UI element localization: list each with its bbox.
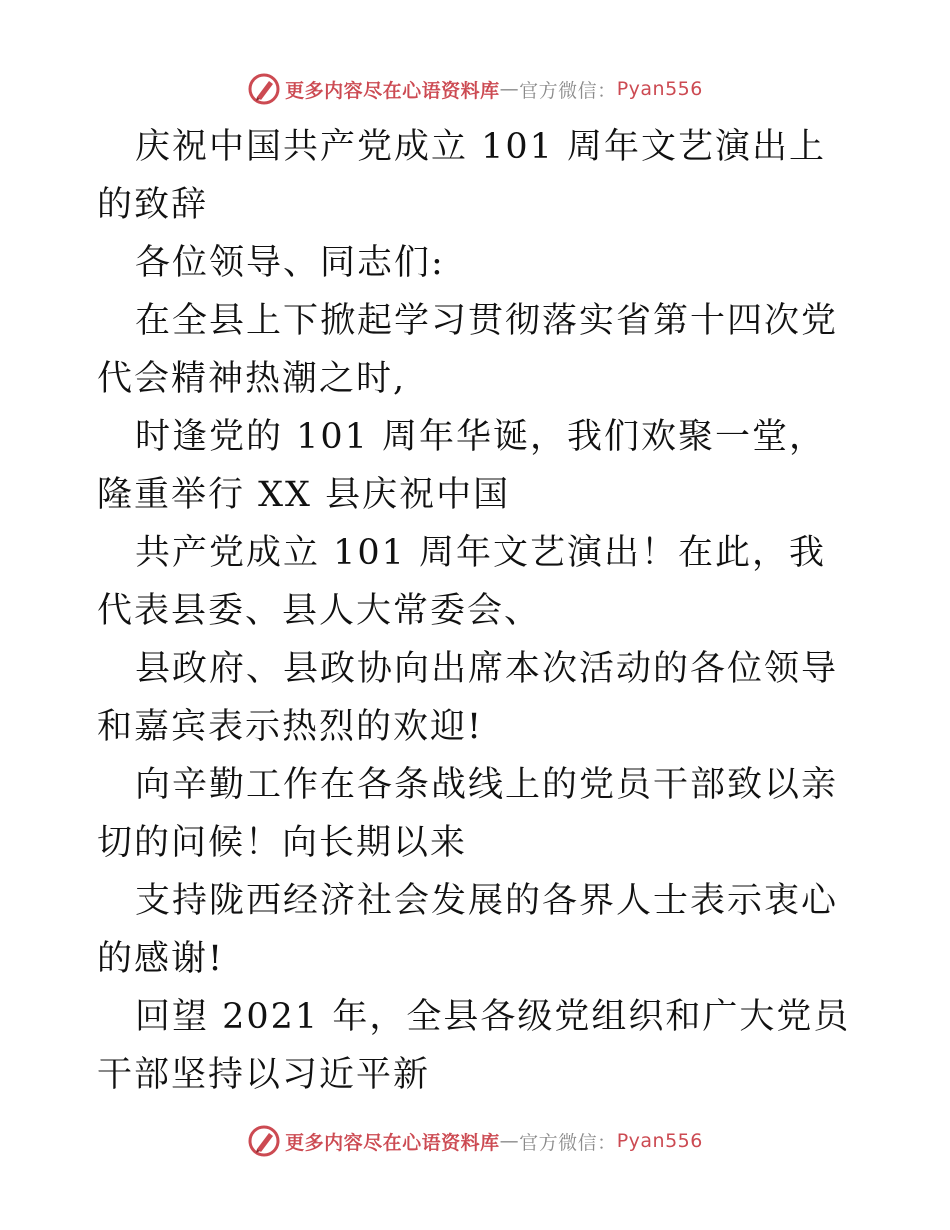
banner-dash: — (499, 78, 520, 100)
paragraph: 回望 2021 年，全县各级党组织和广大党员干部坚持以习近平新 (97, 997, 851, 1095)
banner-label: 官方微信： (519, 1131, 617, 1154)
banner-main-text: 更多内容尽在心语资料库 (285, 1131, 500, 1154)
header-watermark-banner (0, 72, 950, 106)
footer-watermark-banner (0, 1124, 950, 1158)
paragraph: 共产党成立 101 周年文艺演出！在此，我代表县委、县人大常委会、 (97, 533, 827, 631)
paragraph: 向辛勤工作在各条战线上的党员干部致以亲切的问候！向长期以来 (97, 765, 839, 863)
banner-dash: — (499, 1130, 520, 1152)
paragraph: 在全县上下掀起学习贯彻落实省第十四次党代会精神热潮之时, (97, 301, 839, 399)
paragraph: 支持陇西经济社会发展的各界人士表示衷心的感谢! (97, 881, 839, 979)
banner-label: 官方微信： (519, 79, 617, 102)
banner-main-text: 更多内容尽在心语资料库 (285, 79, 500, 102)
pen-logo-icon (247, 1124, 281, 1158)
document-body (97, 118, 857, 1104)
paragraph: 时逢党的 101 周年华诞，我们欢聚一堂，隆重举行 XX 县庆祝中国 (97, 417, 827, 515)
salutation: 各位领导、同志们: (135, 243, 445, 283)
document-title: 庆祝中国共产党成立 101 周年文艺演出上的致辞 (97, 127, 827, 225)
banner-wechat-id: Pyan556 (616, 1130, 703, 1152)
paragraph: 县政府、县政协向出席本次活动的各位领导和嘉宾表示热烈的欢迎! (97, 649, 839, 747)
banner-wechat-id: Pyan556 (616, 78, 703, 100)
pen-logo-icon (247, 72, 281, 106)
